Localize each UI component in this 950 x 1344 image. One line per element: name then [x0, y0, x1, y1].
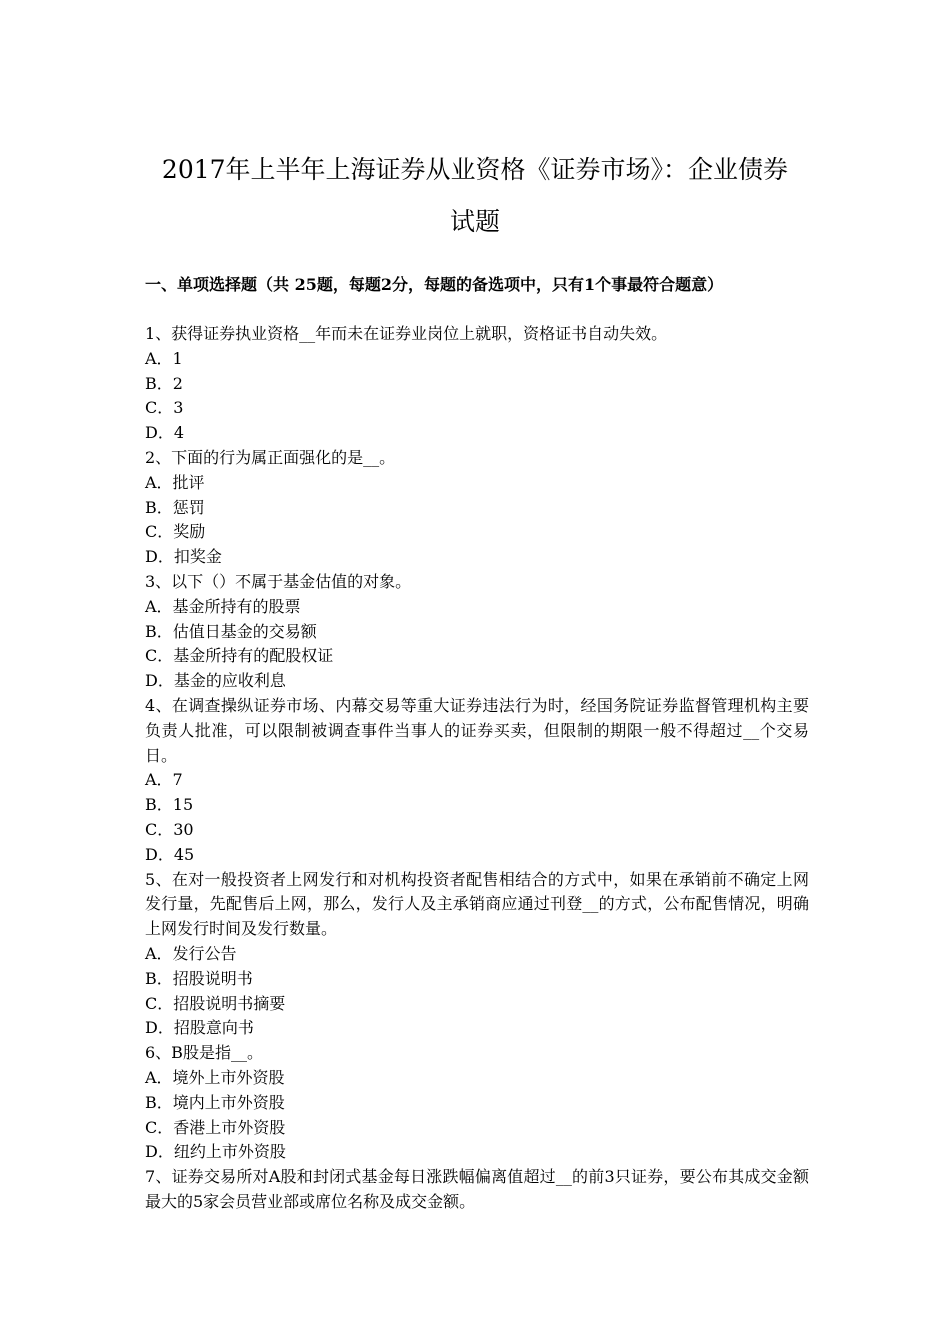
option: A．批评: [145, 472, 205, 492]
option: B．境内上市外资股: [145, 1092, 285, 1112]
option: D．纽约上市外资股: [145, 1142, 286, 1162]
option: A．基金所持有的股票: [145, 596, 301, 616]
option: B．估值日基金的交易额: [145, 621, 317, 641]
option: D．扣奖金: [145, 547, 222, 567]
option: C．基金所持有的配股权证: [145, 646, 334, 666]
question-text: 1、获得证券执业资格__年而未在证券业岗位上就职，资格证书自动失效。: [145, 324, 668, 343]
title-line-2: 试题: [449, 207, 500, 236]
option: D．招股意向书: [145, 1018, 254, 1038]
option: A．1: [145, 348, 183, 368]
question-text: 5、在对一般投资者上网发行和对机构投资者配售相结合的方式中，如果在承销前不确定上网发行量，先配售后上网，那么，发行人及主承销商应通过刊登__的方式，公布配售情况，明确上网发行时间及发行数量。: [145, 869, 809, 939]
option: B．招股说明书: [145, 968, 253, 988]
option: C．招股说明书摘要: [145, 993, 286, 1013]
document-title: [140, 144, 810, 248]
option: A．7: [145, 770, 183, 790]
question-text: 6、B股是指__。: [145, 1043, 263, 1063]
title-line-1: 2017年上半年上海证券从业资格《证券市场》：企业债券: [161, 155, 789, 184]
option: C．30: [145, 819, 194, 839]
question-text: 7、证券交易所对A股和封闭式基金每日涨跌幅偏离值超过__的前3只证券，要公布其成交金额最大的5家会员营业部或席位名称及成交金额。: [145, 1167, 809, 1211]
option: C．3: [145, 398, 184, 418]
option: B．15: [145, 795, 194, 815]
question-text: 2、下面的行为属正面强化的是__。: [145, 447, 396, 467]
option: A．发行公告: [145, 943, 237, 963]
question-list: [145, 322, 809, 1215]
option: C．香港上市外资股: [145, 1117, 286, 1137]
option: D．45: [145, 844, 195, 864]
question-text: 3、以下（）不属于基金估值的对象。: [145, 571, 412, 591]
option: D．4: [145, 423, 185, 443]
section-heading: 一、单项选择题（共 25题，每题2分，每题的备选项中，只有1个事最符合题意）: [145, 275, 724, 294]
option: A．境外上市外资股: [145, 1067, 285, 1087]
option: C．奖励: [145, 522, 206, 542]
option: D．基金的应收利息: [145, 671, 286, 691]
option: B．惩罚: [145, 497, 205, 517]
question-text: 4、在调查操纵证券市场、内幕交易等重大证券违法行为时，经国务院证券监督管理机构主要负责人批准，可以限制被调查事件当事人的证券买卖，但限制的期限一般不得超过__个交易日。: [145, 695, 809, 765]
option: B．2: [145, 373, 183, 393]
